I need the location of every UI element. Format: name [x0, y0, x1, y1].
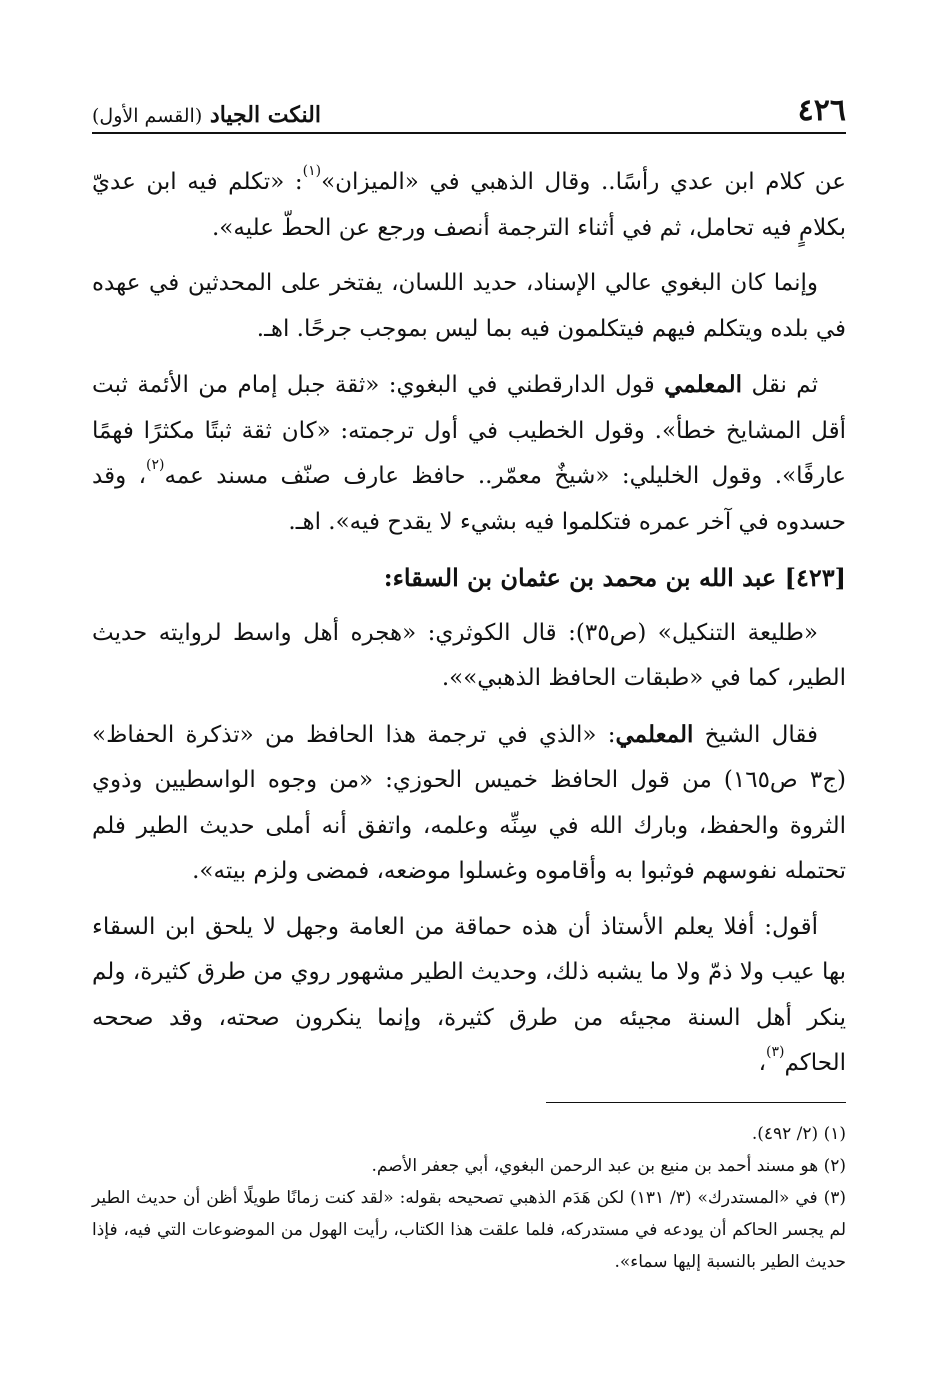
footnote-3: (٣) في «المستدرك» (٣/ ١٣١) لكن هَدَم الذهبي تصحيحه بقوله: «لقد كنت زمانًا طويلًا أظن أن حديث الطير لم يجسر الحاكم أن يودعه في مستدركه، فلما علقت هذا الكتاب، رأيت الهول من الموضوعات التي فيه، فإذا حديث الطير بالنسبة إليها سماء».	[92, 1188, 846, 1272]
author-name-bold: المعلمي	[664, 371, 743, 398]
footnotes	[92, 1118, 846, 1278]
paragraph-1-text-b: : «تكلم فيه ابن عديّ بكلامٍ فيه تحامل، ثم في أثناء الترجمة أنصف ورجع عن الحطّ عليه».	[92, 169, 846, 241]
footnote-1: (١) (٢/ ٤٩٢).	[751, 1124, 846, 1144]
paragraph-2: وإنما كان البغوي عالي الإسناد، حديد اللسان، يفتخر على المحدثين في عهده في بلده ويتكلم فيهم فيتكلمون فيه بما ليس بموجب جرحًا. اهـ.	[92, 270, 846, 342]
book-title-subtitle: (القسم الأول)	[92, 105, 203, 127]
author-name-bold: المعلمي	[615, 720, 694, 748]
paragraph-3	[92, 362, 846, 545]
paragraph-3-text-c: ، وقد حسدوه في آخر عمره فتكلموا فيه بشيء لا يقدح فيه». اهـ.	[92, 463, 846, 535]
footnote-divider	[546, 1102, 846, 1103]
paragraph-3-text-b: قول الدارقطني في البغوي: «ثقة جبل إمام من الأئمة ثبت أقل المشايخ خطأ». وقول الخطيب في أول ترجمته: «كان ثقة ثبتًا مكثرًا فهمًا عارفًا». وقول الخليلي: «شيخٌ معمّر.. حافظ عارف صنّف مسند عمه	[92, 372, 846, 489]
paragraph-6-text-a: أقول: أفلا يعلم الأستاذ أن هذه حماقة من العامة وجهل لا يلحق ابن السقاء بها عيب ولا ذمّ ولا ما يشبه ذلك، وحديث الطير مشهور روي من طرق كثيرة، ولم ينكر أهل السنة مجيئه من طرق كثيرة، وإنما ينكرون صحته، وقد صححه الحاكم	[92, 913, 846, 1076]
book-title-main: النكت الجياد	[209, 102, 321, 128]
footnote-marker-2[interactable]: (٢)	[146, 457, 165, 473]
paragraph-5	[92, 712, 846, 895]
page-number: ٤٢٦	[797, 93, 846, 128]
footnote-marker-1[interactable]: (١)	[302, 163, 322, 179]
paragraph-5-text-a: فقال الشيخ	[704, 721, 818, 748]
book-title	[92, 104, 321, 126]
paragraph-6-text-b: ،	[758, 1050, 767, 1076]
footnote-marker-3[interactable]: (٣)	[766, 1044, 785, 1060]
main-text	[92, 160, 846, 1097]
paragraph-1-text-a: عن كلام ابن عدي رأسًا.. وقال الذهبي في «الميزان»	[321, 169, 846, 195]
paragraph-6	[92, 905, 846, 1087]
paragraph-3-text-a: ثم نقل	[751, 372, 819, 398]
paragraph-4: «طليعة التنكيل» (ص٣٥): قال الكوثري: «هجره أهل واسط لروايته حديث الطير، كما في «طبقات الحافظ الذهبي»».	[92, 619, 846, 691]
footnote-2: (٢) هو مسند أحمد بن منيع بن عبد الرحمن البغوي، أبي جعفر الأصم.	[371, 1156, 846, 1176]
entry-heading: [٤٢٣] عبد الله بن محمد بن عثمان بن السقاء:	[383, 563, 846, 592]
paragraph-1	[92, 160, 846, 251]
paragraph-5-text-b: : «الذي في ترجمة هذا الحافظ من «تذكرة الحفاظ» (ج٣ ص١٦٥) من قول الحافظ خميس الحوزي: «من وجوه الواسطيين وذوي الثروة والحفظ، وبارك الله في سِنِّه وعلمه، واتفق أنه أملى حديث الطير فلم تحتمله نفوسهم فوثبوا به وأقاموه وغسلوا موضعه، فمضى ولزم بيته».	[92, 721, 847, 884]
page-header	[92, 86, 846, 134]
